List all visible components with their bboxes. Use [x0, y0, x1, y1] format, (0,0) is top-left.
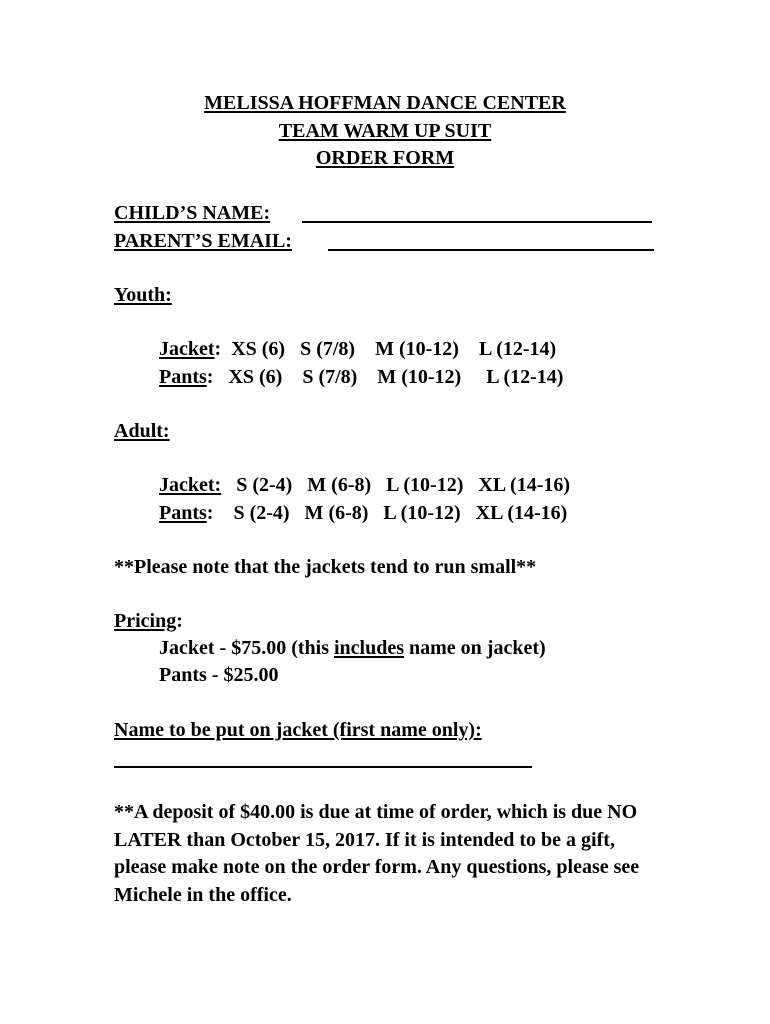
jacket-price-pre: Jacket - $75.00 (this	[159, 637, 334, 659]
jacket-price-post: name on jacket)	[404, 637, 546, 659]
youth-jacket-label: Jacket	[159, 338, 215, 360]
child-name-label: CHILD’S NAME:	[114, 202, 271, 224]
jacket-price-row	[159, 637, 546, 660]
parent-email-field[interactable]	[328, 249, 654, 251]
form-title-order: ORDER FORM	[315, 147, 455, 169]
form-title-center: MELISSA HOFFMAN DANCE CENTER	[204, 92, 566, 114]
youth-heading: Youth:	[114, 284, 172, 306]
adult-heading: Adult:	[114, 420, 170, 442]
pricing-heading-row	[114, 610, 183, 633]
form-title-suit: TEAM WARM UP SUIT	[278, 120, 492, 142]
adult-pants-sizes: : S (2-4) M (6-8) L (10-12) XL (14-16)	[206, 502, 568, 524]
adult-jacket-row	[159, 474, 570, 497]
jacket-name-label: Name to be put on jacket (first name only):	[114, 719, 482, 741]
youth-jacket-row	[159, 338, 556, 361]
sizing-note: **Please note that the jackets tend to run small**	[114, 556, 537, 578]
adult-pants-row	[159, 502, 567, 525]
youth-pants-sizes: : XS (6) S (7/8) M (10-12) L (12-14)	[206, 366, 564, 388]
youth-jacket-sizes: : XS (6) S (7/8) M (10-12) L (12-14)	[214, 338, 557, 360]
pricing-heading: Pricing	[114, 610, 177, 632]
youth-pants-row	[159, 366, 563, 389]
adult-jacket-label: Jacket:	[159, 474, 222, 496]
adult-jacket-sizes: S (2-4) M (6-8) L (10-12) XL (14-16)	[221, 474, 571, 496]
parent-email-label: PARENT’S EMAIL:	[114, 230, 292, 252]
jacket-name-field[interactable]	[114, 766, 532, 768]
deposit-note: **A deposit of $40.00 is due at time of order, which is due NO LATER than October 15, 2017. If it is intended to be a gift, please make note on the order form. Any questions, please see Michele in the office.	[114, 801, 640, 906]
youth-pants-label: Pants	[159, 366, 207, 388]
jacket-price-includes: includes	[333, 637, 405, 659]
adult-pants-label: Pants	[159, 502, 207, 524]
pricing-colon: :	[176, 610, 183, 632]
child-name-field[interactable]	[302, 221, 652, 223]
pants-price: Pants - $25.00	[159, 664, 279, 686]
